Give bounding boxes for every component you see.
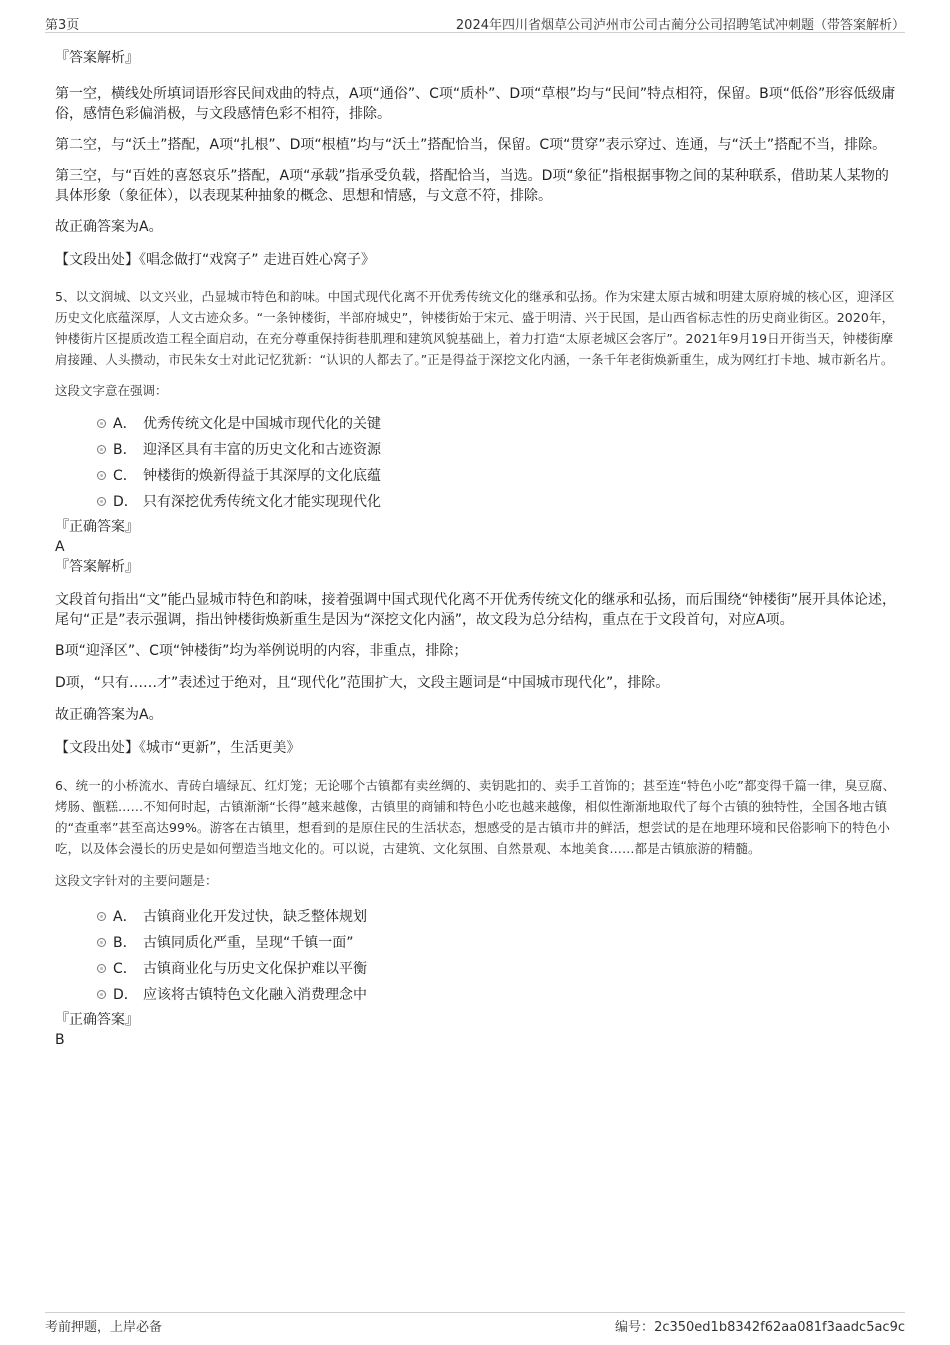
page-header (45, 12, 905, 33)
option-b[interactable]: B． 迎泽区具有丰富的历史文化和古迹资源 (55, 437, 900, 463)
radio-icon[interactable] (97, 497, 106, 506)
radio-icon[interactable] (97, 990, 106, 999)
document-title: 2024年四川省烟草公司泸州市公司古蔺分公司招聘笔试冲刺题（带答案解析） (455, 18, 905, 33)
analysis-paragraph: 文段首句指出“文”能凸显城市特色和韵味，接着强调中国式现代化离不开优秀传统文化的继承和弘扬，而后围绕“钟楼街”展开具体论述，尾句“正是”表示强调，指出钟楼街焕新重生是因为“深挖文化内涵”，故文段为总分结构，重点在于文段首句，对应A项。 (55, 592, 897, 628)
code-label: 编号： (615, 1320, 655, 1335)
question-6-prompt: 这段文字针对的主要问题是： (55, 873, 218, 888)
radio-icon[interactable] (97, 912, 106, 921)
option-a[interactable]: A． 古镇商业化开发过快，缺乏整体规划 (55, 904, 900, 930)
analysis-paragraph: 第二空，与“沃土”搭配，A项“扎根”、D项“根植”均与“沃土”搭配恰当，保留。C项“贯穿”表示穿过、连通，与“沃土”搭配不当，排除。 (55, 137, 887, 153)
radio-icon[interactable] (97, 938, 106, 947)
analysis-paragraph: D项，“只有……才”表述过于绝对，且“现代化”范围扩大，文段主题词是“中国城市现代化”，排除。 (55, 675, 670, 691)
page-number: 第3页 (45, 18, 80, 33)
option-d[interactable]: D． 只有深挖优秀传统文化才能实现现代化 (55, 489, 900, 515)
radio-icon[interactable] (97, 445, 106, 454)
option-c[interactable]: C． 古镇商业化与历史文化保护难以平衡 (55, 956, 900, 982)
question-5-options (55, 411, 900, 515)
correct-answer-label: 『正确答案』 (55, 519, 139, 535)
option-b[interactable]: B． 古镇同质化严重，呈现“千镇一面” (55, 930, 900, 956)
passage-source: 【文段出处】《城市“更新”，生活更美》 (55, 740, 301, 756)
question-5-prompt: 这段文字意在强调： (55, 383, 168, 398)
correct-answer: A (55, 539, 65, 555)
analysis-label: 『答案解析』 (55, 559, 139, 575)
question-6-options (55, 904, 900, 1008)
page-content (55, 44, 900, 1050)
question-6-text: 6、统一的小桥流水、青砖白墙绿瓦、红灯笼；无论哪个古镇都有卖丝绸的、卖钥匙扣的、卖手工首饰的；甚至连“特色小吃”都变得千篇一律，臭豆腐、烤肠、甑糕……不知何时起，古镇渐渐“长得”越来越像，古镇里的商铺和特色小吃也越来越像，相似性渐渐地取代了每个古镇的独特性，全国各地古镇的“查重率”甚至高达99%。游客在古镇里，想看到的是原住民的生活状态，想感受的是古镇市井的鲜活，想尝试的是在地理环境和民俗影响下的特色小吃，以及体会漫长的历史是如何塑造当地文化的。可以说，古建筑、文化氛围、自然景观、本地美食……都是古镇旅游的精髓。 (55, 778, 896, 856)
question-5-text: 5、以文润城、以文兴业，凸显城市特色和韵味。中国式现代化离不开优秀传统文化的继承和弘扬。作为宋建太原古城和明建太原府城的核心区，迎泽区历史文化底蕴深厚，人文古迹众多。“一条钟楼街，半部府城史”，钟楼街始于宋元、盛于明清、兴于民国，是山西省标志性的历史商业街区。2020年，钟楼街片区提质改造工程全面启动，在充分尊重保持街巷肌理和建筑风貌基础上，着力打造“太原老城区会客厅”。2021年9月19日开街当天，钟楼街摩肩接踵、人头攒动，市民朱女士对此记忆犹新：“认识的人都去了。”正是得益于深挖文化内涵，一条千年老街焕新重生，成为网红打卡地、城市新名片。 (55, 289, 895, 367)
page-footer (45, 1312, 905, 1333)
correct-answer-label: 『正确答案』 (55, 1012, 139, 1028)
radio-icon[interactable] (97, 964, 106, 973)
code-value: 2c350ed1b8342f62aa081f3aadc5ac9c (654, 1320, 905, 1335)
option-d[interactable]: D． 应该将古镇特色文化融入消费理念中 (55, 982, 900, 1008)
document-code (615, 1316, 905, 1335)
option-c[interactable]: C． 钟楼街的焕新得益于其深厚的文化底蕴 (55, 463, 900, 489)
analysis-paragraph: 第三空，与“百姓的喜怒哀乐”搭配，A项“承载”指承受负载，搭配恰当，当选。D项“象征”指根据事物之间的某种联系，借助某人某物的具体形象（象征体），以表现某种抽象的概念、思想和情感，与文意不符，排除。 (55, 168, 889, 204)
analysis-paragraph: B项“迎泽区”、C项“钟楼街”均为举例说明的内容，非重点，排除； (55, 643, 468, 659)
passage-source: 【文段出处】《唱念做打“戏窝子” 走进百姓心窝子》 (55, 252, 375, 268)
analysis-conclusion: 故正确答案为A。 (55, 707, 163, 723)
radio-icon[interactable] (97, 471, 106, 480)
analysis-label: 『答案解析』 (55, 50, 139, 66)
footer-slogan: 考前押题，上岸必备 (45, 1320, 163, 1335)
analysis-conclusion: 故正确答案为A。 (55, 219, 163, 235)
correct-answer: B (55, 1032, 65, 1048)
option-a[interactable]: A． 优秀传统文化是中国城市现代化的关键 (55, 411, 900, 437)
radio-icon[interactable] (97, 419, 106, 428)
analysis-paragraph: 第一空，横线处所填词语形容民间戏曲的特点，A项“通俗”、C项“质朴”、D项“草根”均与“民间”特点相符，保留。B项“低俗”形容低级庸俗，感情色彩偏消极，与文段感情色彩不相符，排除。 (55, 86, 896, 122)
